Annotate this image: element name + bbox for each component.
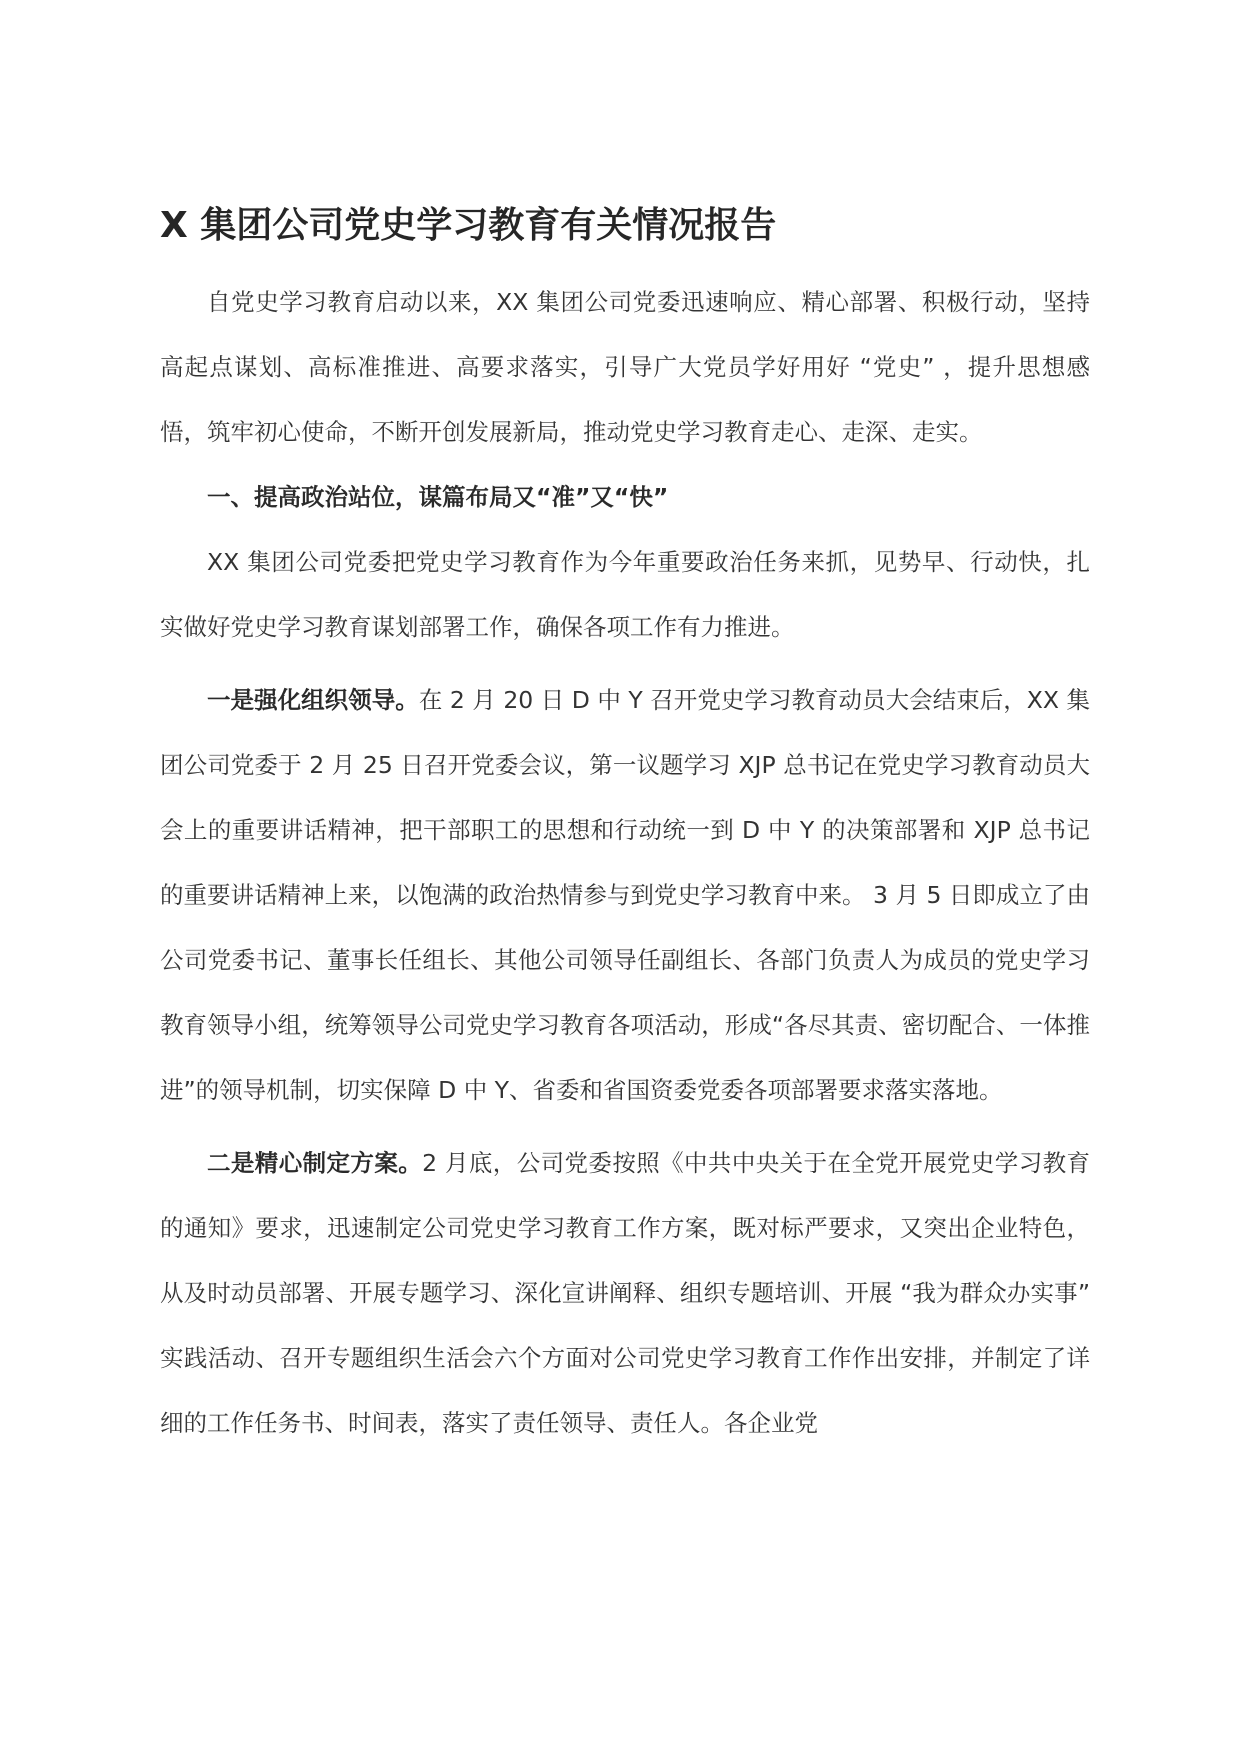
item-paragraph-organization [160, 668, 1090, 1123]
item-lead-organization: 一是强化组织领导。 [207, 686, 419, 714]
item-text-organization: 在 2 月 20 日 D 中 Y 召开党史学习教育动员大会结束后，XX 集团公司党委于 2 月 25 日召开党委会议，第一议题学习 XJP 总书记在党史学习教育动员大会上的重要讲话精神，把干部职工的思想和行动统一到 D 中 Y 的决策部署和 XJP 总书记的重要讲话精神上来，以饱满的政治热情参与到党史学习教育中来。 3 月 5 日即成立了由公司党委书记、董事长任组长、其他公司领导任副组长、各部门负责人为成员的党史学习教育领导小组，统筹领导公司党史学习教育各项活动，形成“各尽其责、密切配合、一体推进”的领导机制，切实保障 D 中 Y、省委和省国资委党委各项部署要求落实落地。 [160, 686, 1091, 1104]
intro-paragraph: 自党史学习教育启动以来，XX 集团公司党委迅速响应、精心部署、积极行动，坚持高起点谋划、高标准推进、高要求落实，引导广大党员学好用好 “党史” ，提升思想感悟，筑牢初心使命，不断开创发展新局，推动党史学习教育走心、走深、走实。 [160, 288, 1090, 446]
section-heading: 一、提高政治站位，谋篇布局又“准”又“快” [207, 483, 669, 511]
document-title: X 集团公司党史学习教育有关情况报告 [160, 205, 777, 246]
section-summary-paragraph: XX 集团公司党委把党史学习教育作为今年重要政治任务来抓，见势早、行动快，扎实做好党史学习教育谋划部署工作，确保各项工作有力推进。 [160, 548, 1090, 641]
document-body [160, 196, 1090, 1456]
item-text-plan: 2 月底，公司党委按照《中共中央关于在全党开展党史学习教育的通知》要求，迅速制定公司党史学习教育工作方案，既对标严要求，又突出企业特色，从及时动员部署、开展专题学习、深化宣讲阐释、组织专题培训、开展 “我为群众办实事” 实践活动、召开专题组织生活会六个方面对公司党史学习教育工作作出安排，并制定了详细的工作任务书、时间表，落实了责任领导、责任人。各企业党 [160, 1149, 1091, 1437]
item-lead-plan: 二是精心制定方案。 [207, 1149, 423, 1177]
item-paragraph-plan [160, 1131, 1090, 1456]
